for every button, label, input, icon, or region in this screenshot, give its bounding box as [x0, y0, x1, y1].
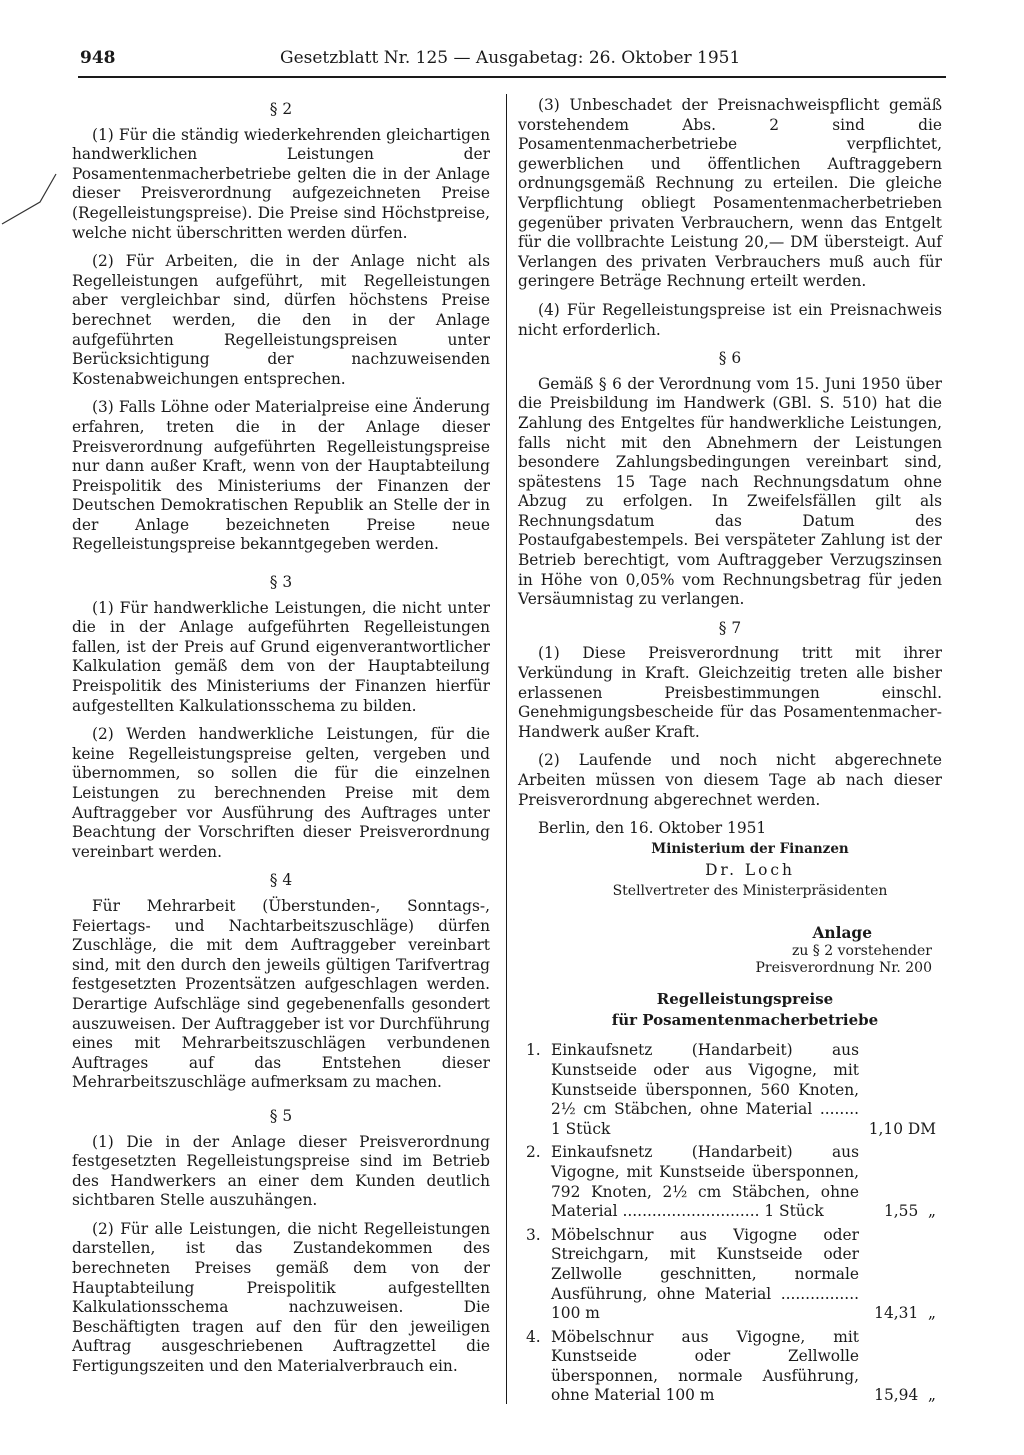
price-list-title-line-2: für Posamentenmacherbetriebe — [611, 1011, 879, 1030]
list-item — [518, 1328, 942, 1406]
price-list — [518, 1041, 942, 1406]
section-4-heading: § 4 — [269, 871, 293, 890]
column-divider — [506, 94, 507, 1404]
item-description: Einkaufsnetz (Handarbeit) aus Vigogne, mit Kunstseide übersponnen, 792 Knoten, 2½ cm Stäbchen, ohne Material ............................ 1 Stück — [551, 1143, 859, 1221]
section-3-paragraph-2: (2) Werden handwerkliche Leistungen, für die keine Regelleistungspreise gelten, vergeben und übernommen, so sollen die für die einzelnen Leistungen zu berechnenden Preise mit dem Auftraggeber vor Ausführung des Auftrages unter Beachtung der Vorschriften dieser Preisverordnung vereinbart werden. — [72, 725, 490, 861]
section-4-paragraph-1: Für Mehrarbeit (Überstunden-, Sonntags-, Feiertags- und Nachtarbeitszuschläge) dürfen Zuschläge, die mit dem Auftraggeber vereinbart sind, mit den durch den jeweils gültigen Tarifvertrag festgesetzten Prozentsätzen aufgeschlagen werden. Derartige Aufschläge sind gegebenenfalls gesondert auszuweisen. Der Auftraggeber ist vor Durchführung eines mit Mehrarbeitszuschlägen verbundenen Auftrages auf das Entstehen dieser Mehrarbeitszuschläge aufmerksam zu machen. — [72, 896, 490, 1092]
section-7-paragraph-2: (2) Laufende und noch nicht abgerechnete Arbeiten müssen von diesem Tage ab nach dieser Preisverordnung abgerechnet werden. — [518, 751, 942, 809]
header-rule — [78, 76, 946, 78]
signatory-role: Stellvertreter des Ministerpräsidenten — [612, 882, 888, 899]
item-description: Einkaufsnetz (Handarbeit) aus Kunstseide oder aus Vigogne, mit Kunstseide übersponnen, 560 Knoten, 2½ cm Stäbchen, ohne Material ........ 1 Stück — [551, 1041, 859, 1138]
section-5-paragraph-1: (1) Die in der Anlage dieser Preisverordnung festgesetzten Regelleistungspreise sind im Betrieb des Handwerkers an einer dem Kunden deutlich sichtbaren Stelle auszuhängen. — [72, 1132, 490, 1210]
page-number: 948 — [80, 48, 116, 68]
section-2-heading: § 2 — [269, 100, 293, 118]
section-2-paragraph-2: (2) Für Arbeiten, die in der Anlage nicht als Regelleistungen aufgeführt, mit Regelleistungen aber vergleichbar sind, dürfen höchstens Preise berechnet werden, die den in der Anlage aufgeführten Regelleistungspreisen unter Berücksichtigung der nachzuweisenden Kostenabweichungen entsprechen. — [72, 252, 490, 388]
item-number: 1. — [526, 1041, 541, 1060]
price-list-title — [548, 989, 942, 1031]
section-5-paragraph-2: (2) Für alle Leistungen, die nicht Regelleistungen darstellen, ist das Zustandekommen des berechneten Preises gemäß dem von der Hauptabteilung Preispolitik aufgestellten Kalkulationsschema nachzuweisen. Die Beschäftigten tragen auf den für den jeweiligen Auftrag ausgeschriebenen Auftragzettel die Fertigungszeiten und den Materialverbrauch ein. — [72, 1219, 490, 1376]
section-7-paragraph-1: (1) Diese Preisverordnung tritt mit ihrer Verkündung in Kraft. Gleichzeitig treten alle bisher erlassenen Preisbestimmungen einschl. Genehmigungsbescheide für das Posamentenmacher-Handwerk außer Kraft. — [518, 644, 942, 741]
item-number: 2. — [526, 1143, 541, 1162]
price-list-title-line-1: Regelleistungspreise — [656, 990, 834, 1009]
section-3-heading: § 3 — [269, 573, 293, 592]
section-5-paragraph-3: (3) Unbeschadet der Preisnachweispflicht gemäß vorstehendem Abs. 2 sind die Posamentenmacherbetriebe verpflichtet, gewerblichen und öffentlichen Auftraggebern ordnungsgemäß Rechnung zu erteilen. Die gleiche Verpflichtung obliegt Posamentenmacherbetrieben gegenüber privaten Verbrauchern, wenn das Entgelt für die vollbrachte Leistung 20,— DM übersteigt. Auf Verlangen des privaten Verbrauchers muß auch für geringere Beträge Rechnung erteilt werden. — [518, 96, 942, 291]
item-price: 1,10 DM — [868, 1119, 936, 1138]
item-description: Möbelschnur aus Vigogne, mit Kunstseide oder Zellwolle übersponnen, normale Ausführung, ohne Material 100 m — [551, 1327, 859, 1405]
section-2-paragraph-3: (3) Falls Löhne oder Materialpreise eine Änderung erfahren, treten die in der Anlage dieser Preisverordnung aufgeführten Regelleistungspreise nur dann außer Kraft, wenn von der Hauptabteilung Preispolitik des Ministeriums der Finanzen der Deutschen Demokratischen Republik an Stelle der in der Anlage bezeichneten Preise neue Regelleistungspreise bekanntgegeben werden. — [72, 398, 490, 554]
list-item — [518, 1143, 942, 1221]
right-column — [518, 96, 942, 1410]
item-price: 15,94 „ — [874, 1386, 936, 1405]
signatory-name: Dr. Loch — [705, 860, 795, 879]
annex-label: Anlage — [812, 923, 872, 942]
list-item — [518, 1226, 942, 1324]
annex-reference-1: zu § 2 vorstehender — [791, 943, 932, 960]
section-3-paragraph-1: (1) Für handwerkliche Leistungen, die nicht unter die in der Anlage aufgeführten Regelleistungen fallen, ist der Preis auf Grund eigenverantwortlicher Kalkulation gemäß dem von der Hauptabteilung Preispolitik des Ministeriums der Finanzen hierfür aufgestellten Kalkulationsschema zu bilden. — [72, 598, 490, 715]
section-7-heading: § 7 — [718, 618, 742, 637]
margin-pen-mark — [0, 172, 60, 232]
annex-header — [518, 924, 942, 978]
item-price: 1,55 „ — [883, 1202, 936, 1221]
ministry-name: Ministerium der Finanzen — [651, 840, 849, 857]
item-price: 14,31 „ — [874, 1304, 936, 1323]
item-number: 4. — [526, 1327, 541, 1346]
item-description: Möbelschnur aus Vigogne oder Streichgarn, mit Kunstseide oder Zellwolle geschnitten, normale Ausführung, ohne Material ................ 100 m — [551, 1225, 859, 1323]
section-6-paragraph-1: Gemäß § 6 der Verordnung vom 15. Juni 1950 über die Preisbildung im Handwerk (GBl. S. 510) hat die Zahlung des Entgeltes für handwerkliche Leistungen, falls nicht mit den Abnehmern der Leistungen besondere Zahlungsbedingungen vereinbart sind, spätestens 15 Tage nach Rechnungsdatum ohne Abzug zu erfolgen. In Zweifelsfällen gilt als Rechnungsdatum das Datum des Postaufgabestempels. Bei verspäteter Zahlung ist der Betrieb berechtigt, vom Auftraggeber Verzugszinsen in Höhe von 0,05% vom Rechnungsbetrag für jeden Versäumnistag zu verlangen. — [518, 374, 942, 609]
left-column — [72, 96, 490, 1386]
annex-reference-2: Preisverordnung Nr. 200 — [755, 960, 932, 977]
section-2-paragraph-1: (1) Für die ständig wiederkehrenden gleichartigen handwerklichen Leistungen der Posamentenmacherbetriebe gelten die in der Anlage dieser Preisverordnung aufgezeichneten Preise (Regelleistungspreise). Die Preise sind Höchstpreise, welche nicht überschritten werden dürfen. — [72, 125, 490, 242]
section-5-heading: § 5 — [269, 1106, 293, 1125]
page-header — [80, 48, 944, 76]
signature-block — [518, 839, 942, 902]
place-and-date: Berlin, den 16. Oktober 1951 — [538, 819, 767, 838]
section-5-paragraph-4: (4) Für Regelleistungspreise ist ein Preisnachweis nicht erforderlich. — [518, 300, 942, 339]
section-6-heading: § 6 — [718, 349, 742, 368]
list-item — [518, 1041, 942, 1139]
gazette-title: Gesetzblatt Nr. 125 — Ausgabetag: 26. Oktober 1951 — [280, 48, 741, 68]
item-number: 3. — [526, 1225, 541, 1244]
